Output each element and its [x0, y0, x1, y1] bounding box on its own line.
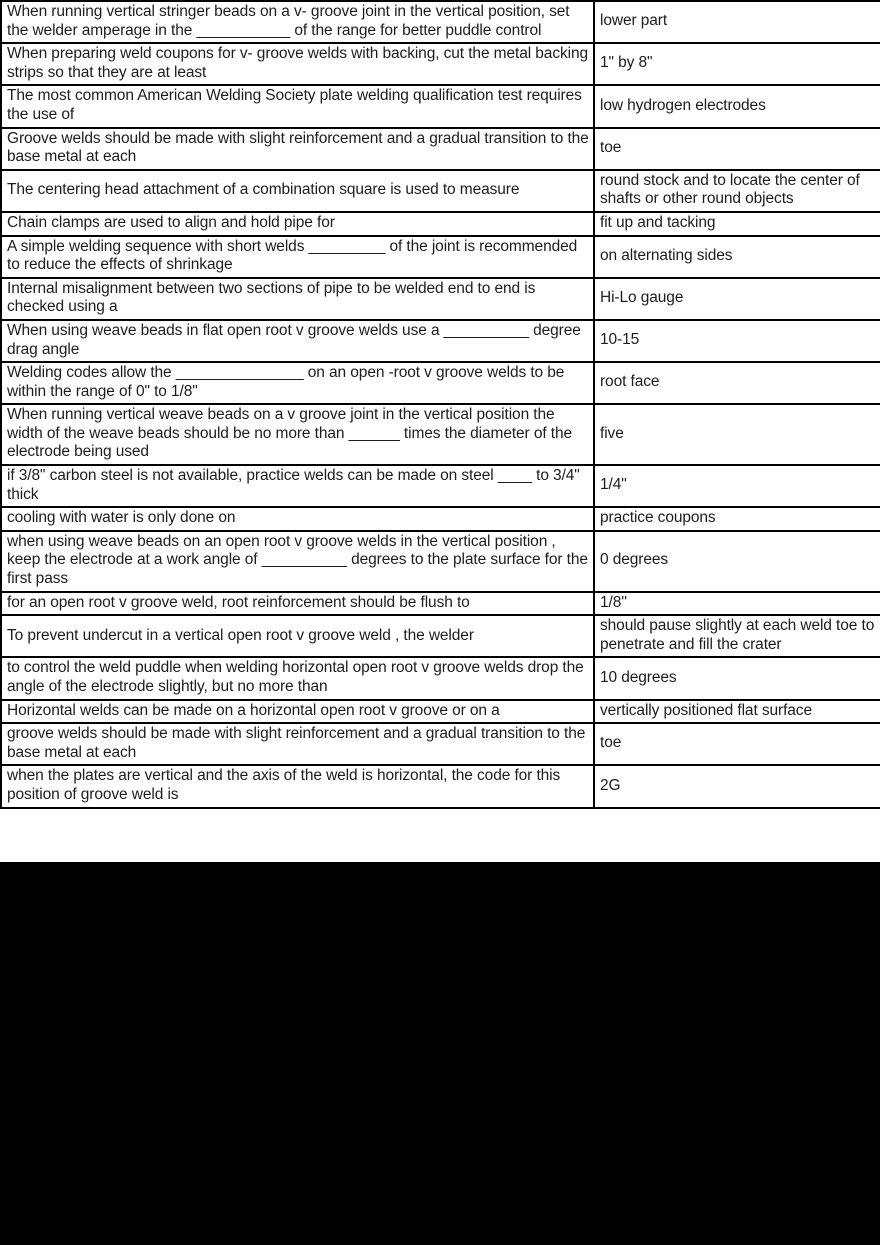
question-cell: To prevent undercut in a vertical open root v groove weld , the welder	[1, 615, 594, 657]
table-row	[1, 43, 880, 85]
answer-cell: on alternating sides	[594, 236, 880, 278]
table-row	[1, 170, 880, 212]
question-cell: Groove welds should be made with slight reinforcement and a gradual transition to the base metal at each	[1, 128, 594, 170]
answer-cell: round stock and to locate the center of shafts or other round objects	[594, 170, 880, 212]
answer-cell: practice coupons	[594, 507, 880, 531]
answer-cell: 0 degrees	[594, 531, 880, 592]
table-row	[1, 212, 880, 236]
question-cell: When running vertical weave beads on a v groove joint in the vertical position the width of the weave beads should be no more than ______ times the diameter of the electrode being used	[1, 404, 594, 465]
answer-cell: lower part	[594, 1, 880, 43]
question-cell: Internal misalignment between two sections of pipe to be welded end to end is checked using a	[1, 278, 594, 320]
table-row	[1, 507, 880, 531]
answer-cell: 1" by 8"	[594, 43, 880, 85]
question-cell: When using weave beads in flat open root v groove welds use a __________ degree drag angle	[1, 320, 594, 362]
answer-cell: low hydrogen electrodes	[594, 85, 880, 127]
table-row	[1, 465, 880, 507]
table-row	[1, 362, 880, 404]
table-row	[1, 700, 880, 724]
answer-cell: toe	[594, 723, 880, 765]
table-row	[1, 615, 880, 657]
question-cell: for an open root v groove weld, root reinforcement should be flush to	[1, 592, 594, 616]
question-cell: when using weave beads on an open root v groove welds in the vertical position , keep the electrode at a work angle of __________ degrees to the plate surface for the first pass	[1, 531, 594, 592]
answer-cell: vertically positioned flat surface	[594, 700, 880, 724]
question-cell: Horizontal welds can be made on a horizontal open root v groove or on a	[1, 700, 594, 724]
answer-cell: 1/4"	[594, 465, 880, 507]
table-row	[1, 320, 880, 362]
answer-cell: root face	[594, 362, 880, 404]
table-row	[1, 404, 880, 465]
table-row	[1, 128, 880, 170]
table-row	[1, 592, 880, 616]
question-cell: Welding codes allow the _______________ on an open -root v groove welds to be within the range of 0" to 1/8"	[1, 362, 594, 404]
answer-cell: toe	[594, 128, 880, 170]
question-cell: when the plates are vertical and the axis of the weld is horizontal, the code for this position of groove weld is	[1, 765, 594, 807]
question-cell: When preparing weld coupons for v- groove welds with backing, cut the metal backing strips so that they are at least	[1, 43, 594, 85]
question-cell: When running vertical stringer beads on a v- groove joint in the vertical position, set the welder amperage in the ___________ of the range for better puddle control	[1, 1, 594, 43]
question-cell: cooling with water is only done on	[1, 507, 594, 531]
answer-cell: fit up and tacking	[594, 212, 880, 236]
qa-table-body	[1, 1, 880, 808]
question-cell: groove welds should be made with slight reinforcement and a gradual transition to the base metal at each	[1, 723, 594, 765]
table-row	[1, 1, 880, 43]
answer-cell: 10 degrees	[594, 657, 880, 699]
table-row	[1, 236, 880, 278]
question-cell: The most common American Welding Society plate welding qualification test requires the use of	[1, 85, 594, 127]
table-row	[1, 657, 880, 699]
answer-cell: 1/8''	[594, 592, 880, 616]
answer-cell: five	[594, 404, 880, 465]
answer-cell: 2G	[594, 765, 880, 807]
question-cell: A simple welding sequence with short welds _________ of the joint is recommended to reduce the effects of shrinkage	[1, 236, 594, 278]
bottom-black-band	[0, 862, 880, 1245]
question-cell: to control the weld puddle when welding horizontal open root v groove welds drop the angle of the electrode slightly, but no more than	[1, 657, 594, 699]
question-cell: Chain clamps are used to align and hold pipe for	[1, 212, 594, 236]
question-cell: if 3/8" carbon steel is not available, practice welds can be made on steel ____ to 3/4" thick	[1, 465, 594, 507]
table-row	[1, 278, 880, 320]
answer-cell: 10-15	[594, 320, 880, 362]
table-row	[1, 765, 880, 807]
question-cell: The centering head attachment of a combination square is used to measure	[1, 170, 594, 212]
table-row	[1, 531, 880, 592]
table-row	[1, 723, 880, 765]
table-row	[1, 85, 880, 127]
answer-cell: should pause slightly at each weld toe to penetrate and fill the crater	[594, 615, 880, 657]
answer-cell: Hi-Lo gauge	[594, 278, 880, 320]
